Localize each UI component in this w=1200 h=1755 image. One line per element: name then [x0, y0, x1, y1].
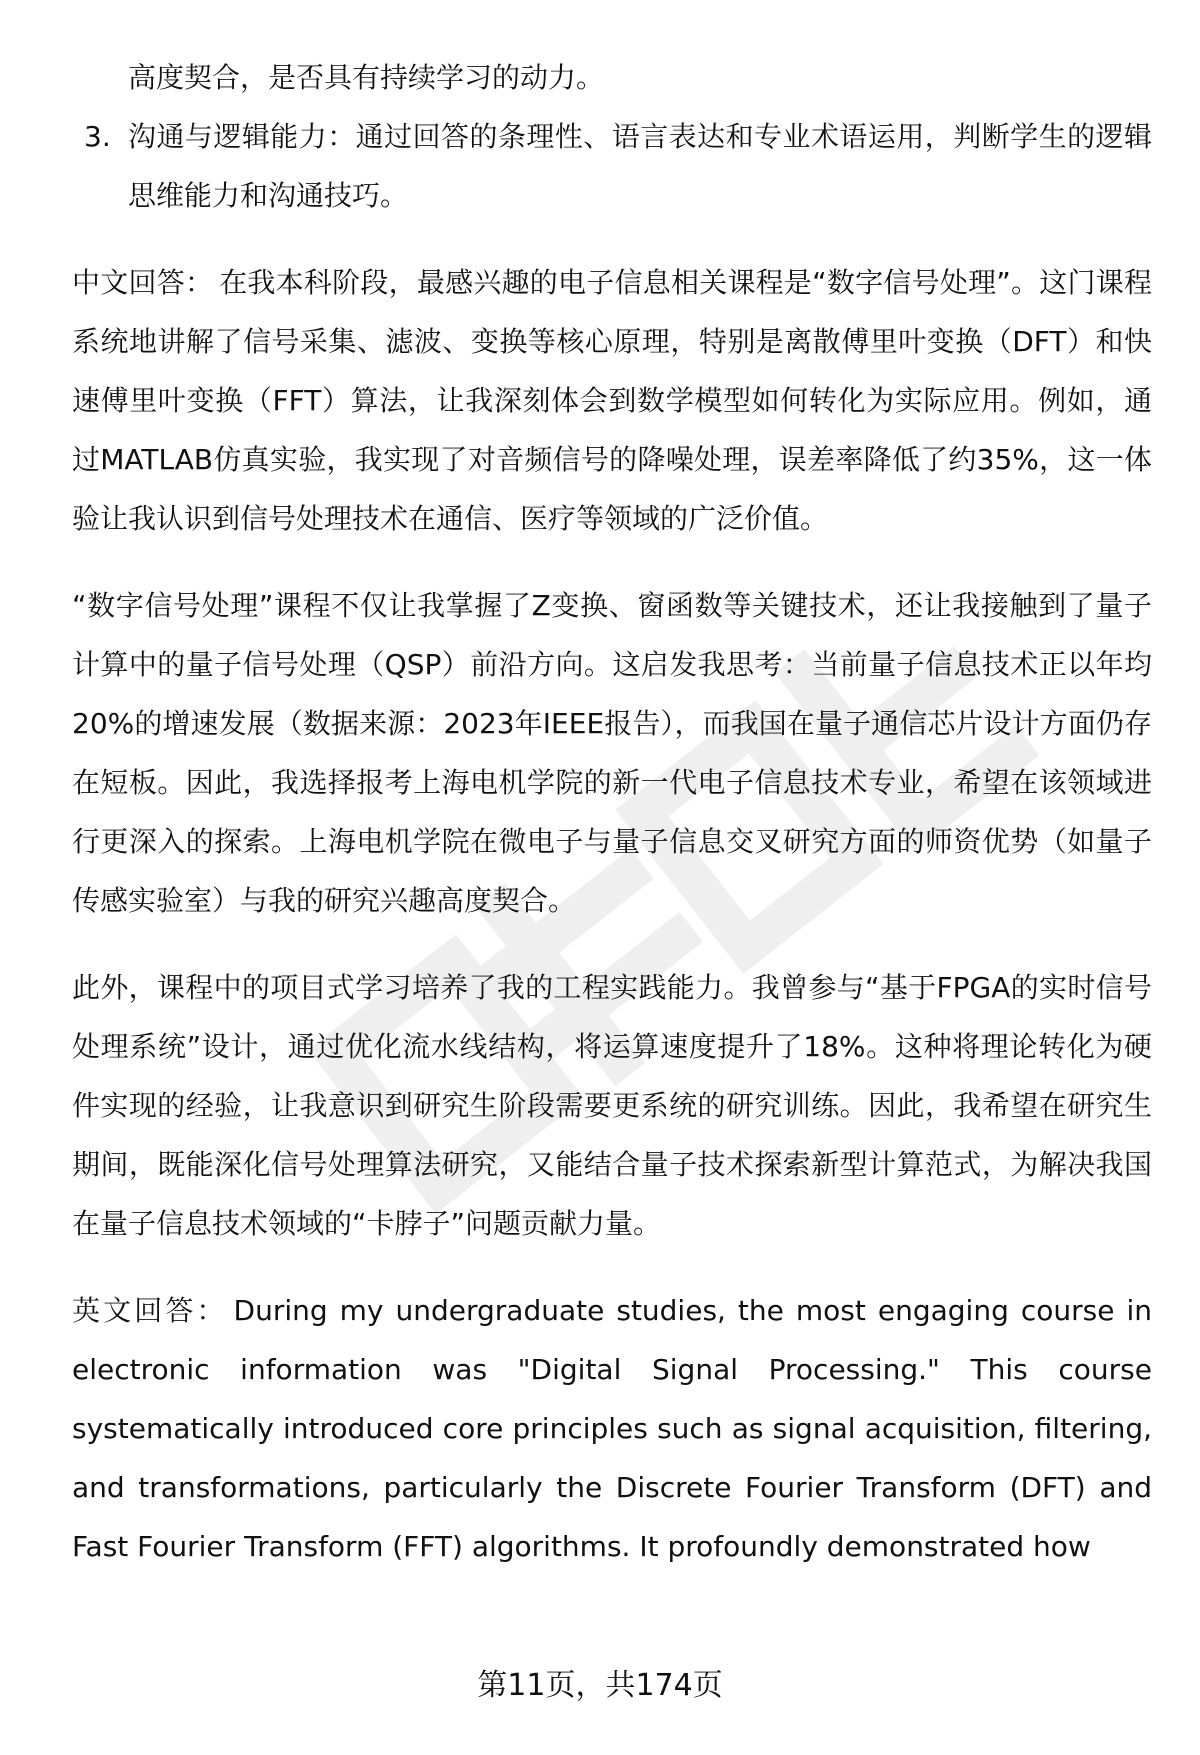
- chinese-answer-paragraph-3: 此外，课程中的项目式学习培养了我的工程实践能力。我曾参与“基于FPGA的实时信号处理系统”设计，通过优化流水线结构，将运算速度提升了18%。这种将理论转化为硬件实现的经验，让我意识到研究生阶段需要更系统的研究训练。因此，我希望在研究生期间，既能深化信号处理算法研究，又能结合量子技术探索新型计算范式，为解决我国在量子信息技术领域的“卡脖子”问题贡献力量。: [72, 971, 1152, 1240]
- chinese-answer-text-1: 在我本科阶段，最感兴趣的电子信息相关课程是“数字信号处理”。这门课程系统地讲解了信号采集、滤波、变换等核心原理，特别是离散傅里叶变换（DFT）和快速傅里叶变换（FFT）算法，让我深刻体会到数学模型如何转化为实际应用。例如，通过MATLAB仿真实验，我实现了对音频信号的降噪处理，误差率降低了约35%，这一体验让我认识到信号处理技术在通信、医疗等领域的广泛价值。: [72, 266, 1152, 535]
- chinese-answer-paragraph-1: [72, 253, 1152, 548]
- chinese-answer-label: 中文回答：: [72, 266, 214, 299]
- document-body: [72, 48, 1152, 1576]
- chinese-answer-paragraph-2: “数字信号处理”课程不仅让我掌握了Z变换、窗函数等关键技术，还让我接触到了量子计算中的量子信号处理（QSP）前沿方向。这启发我思考：当前量子信息技术正以年均20%的增速发展（数据来源：2023年IEEE报告），而我国在量子通信芯片设计方面仍存在短板。因此，我选择报考上海电机学院的新一代电子信息技术专业，希望在该领域进行更深入的探索。上海电机学院在微电子与量子信息交叉研究方面的师资优势（如量子传感实验室）与我的研究兴趣高度契合。: [72, 589, 1152, 917]
- english-answer-paragraph-1: [72, 1281, 1152, 1576]
- list-item-number: 3.: [84, 120, 111, 153]
- english-answer-label: 英文回答：: [72, 1294, 228, 1327]
- page-number-footer: 第11页，共174页: [477, 1668, 723, 1703]
- list-item-text: 沟通与逻辑能力：通过回答的条理性、语言表达和专业术语运用，判断学生的逻辑思维能力和沟通技巧。: [128, 120, 1152, 212]
- list-item-3: [72, 107, 1152, 225]
- english-answer-text-1: During my undergraduate studies, the most engaging course in electronic information was "Digital Signal Processing." This course systematically introduced core principles such as signal acquisition, filtering, and transformations, particularly the Discrete Fourier Transform (DFT) and Fast Fourier Transform (FFT) algorithms. It profoundly demonstrated how: [72, 1294, 1152, 1563]
- list-item-continuation: 高度契合，是否具有持续学习的动力。: [128, 61, 605, 94]
